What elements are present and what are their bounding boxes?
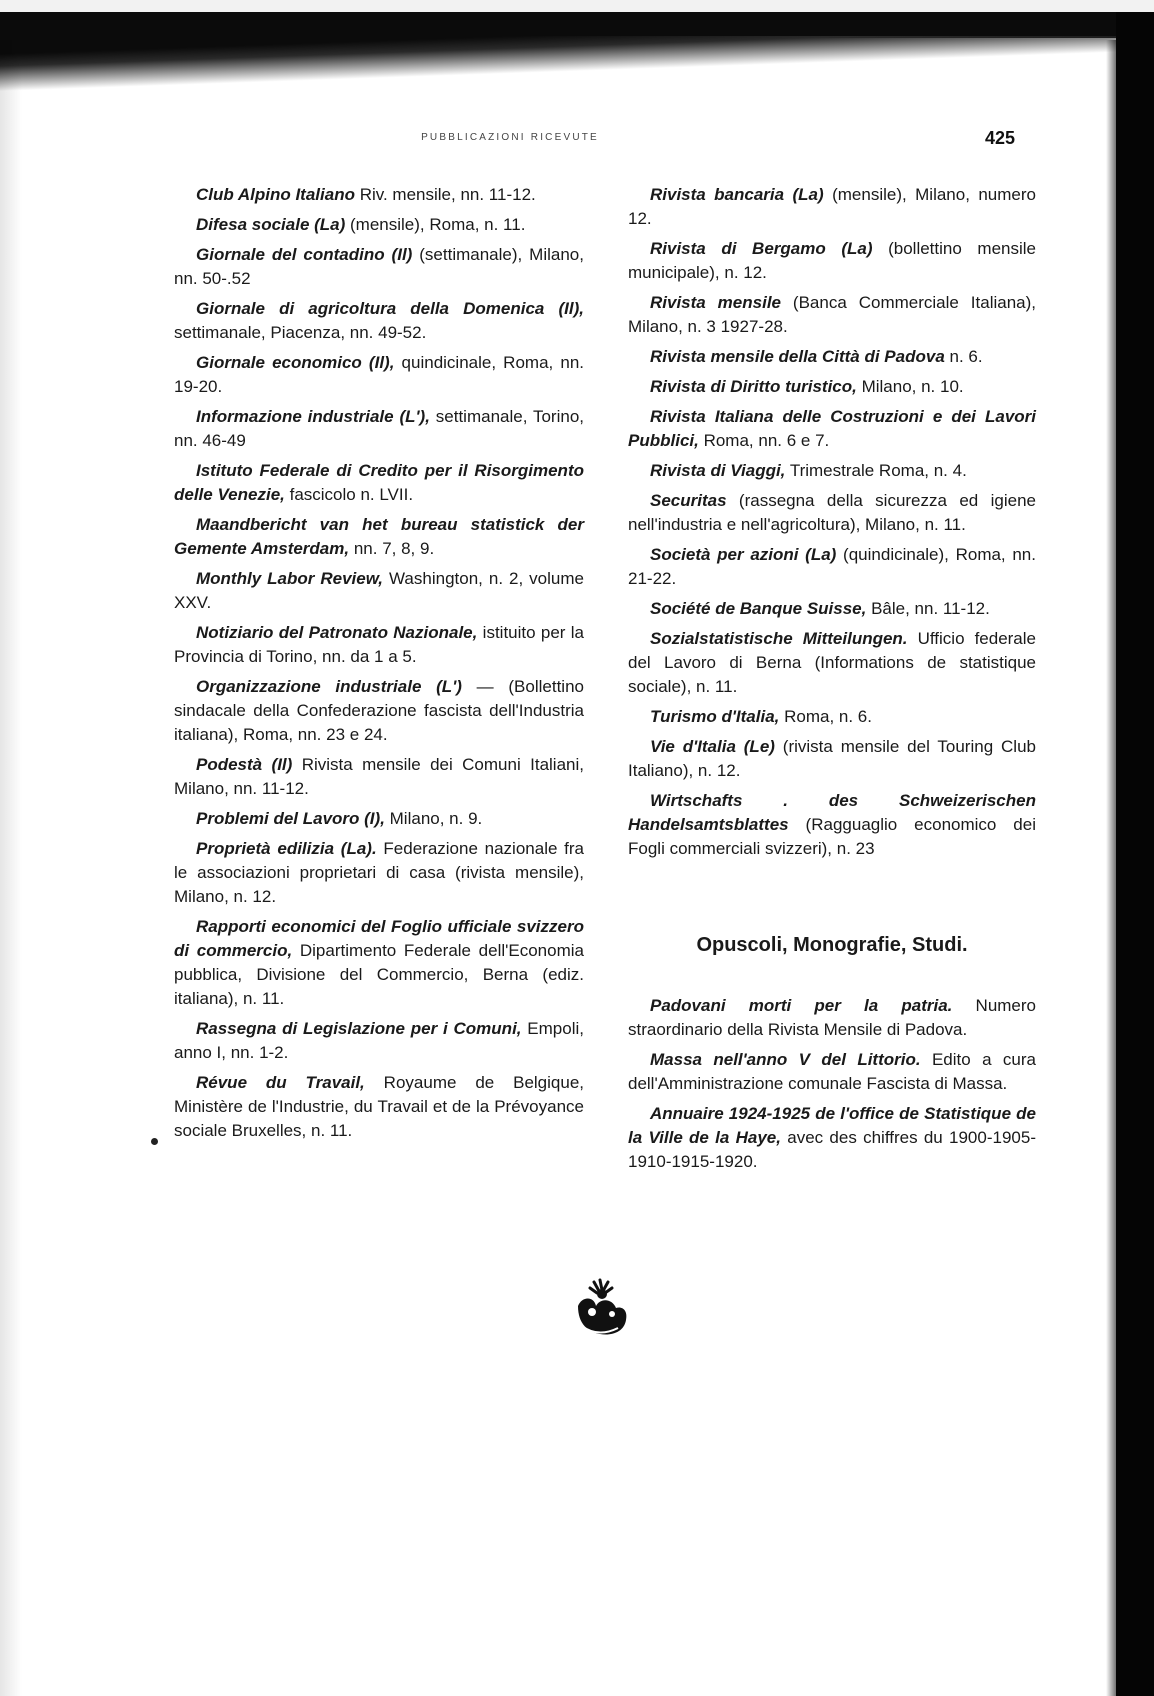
scan-right-shadow	[1106, 40, 1116, 1696]
entry-title: Turismo d'Italia,	[650, 707, 780, 726]
entry-details: Numero straordinario della Rivista Mensile di Padova.	[628, 996, 1036, 1039]
bibliography-entry	[174, 1071, 584, 1143]
bibliography-entry	[174, 459, 584, 507]
entry-title: Rapporti economici del Foglio ufficiale svizzero di commercio,	[174, 917, 584, 960]
entry-details: settimanale, Piacenza, nn. 49-52.	[174, 323, 427, 342]
entry-details: Ufficio federale del Lavoro di Berna (Informations de statistique sociale), n. 11.	[628, 629, 1036, 696]
entry-title: Problemi del Lavoro (I),	[196, 809, 385, 828]
entry-title: Rivista mensile della Città di Padova	[650, 347, 945, 366]
entry-title: Notiziario del Patronato Nazionale,	[196, 623, 478, 642]
entry-details: nn. 7, 8, 9.	[349, 539, 435, 558]
bibliography-entry	[628, 597, 1036, 621]
entry-details: Milano, n. 10.	[856, 377, 964, 396]
entry-details: Dipartimento Federale dell'Economia pubblica, Divisione del Commercio, Berna (ediz. italiana), n. 11.	[174, 941, 584, 1008]
bibliography-entry	[628, 543, 1036, 591]
entry-title: Wirtschafts . des Schweizerischen Handelsamtsblattes	[628, 791, 1036, 834]
bibliography-entry	[628, 375, 1036, 399]
entry-title: Giornale del contadino (Il)	[196, 245, 413, 264]
bibliography-entry	[174, 513, 584, 561]
bibliography-entry	[628, 291, 1036, 339]
entry-title: Rassegna di Legislazione per i Comuni,	[196, 1019, 522, 1038]
page-number: 425	[985, 128, 1016, 148]
entry-details: (bollettino mensile municipale), n. 12.	[628, 239, 1036, 282]
entry-details: settimanale, Torino, nn. 46-49	[174, 407, 584, 450]
entry-details: n. 6.	[944, 347, 983, 366]
entry-details: fascicolo n. LVII.	[284, 485, 414, 504]
scan-shadow	[0, 36, 1154, 96]
entry-title: Vie d'Italia (Le)	[650, 737, 775, 756]
entry-details: istituito per la Provincia di Torino, nn. da 1 a 5.	[174, 623, 584, 666]
bibliography-entry	[174, 213, 584, 237]
entry-title: Rivista bancaria (La)	[650, 185, 824, 204]
entry-title: Monthly Labor Review,	[196, 569, 384, 588]
entry-title: Sozialstatistische Mitteilungen.	[650, 629, 908, 648]
running-head: PUBBLICAZIONI RICEVUTE	[421, 132, 599, 143]
entry-title: Giornale economico (Il),	[196, 353, 395, 372]
bibliography-entry	[174, 297, 584, 345]
bibliography-entry	[628, 405, 1036, 453]
entry-details: Roma, nn. 6 e 7.	[698, 431, 830, 450]
bibliography-entry	[174, 807, 584, 831]
entry-details: Roma, n. 6.	[779, 707, 872, 726]
bibliography-entry	[174, 1017, 584, 1065]
bibliography-entry	[174, 621, 584, 669]
bibliography-entry	[174, 405, 584, 453]
bibliography-entry	[628, 1102, 1036, 1174]
scan-border-band	[0, 12, 1154, 38]
bibliography-entry	[174, 351, 584, 399]
bibliography-entry	[174, 753, 584, 801]
bibliography-entry	[174, 243, 584, 291]
entry-title: Padovani morti per la patria.	[650, 996, 953, 1015]
left-column	[174, 183, 584, 1149]
entry-title: Annuaire 1924-1925 de l'office de Statistique de la Ville de la Haye,	[628, 1104, 1036, 1147]
entry-details: Edito a cura dell'Amministrazione comunale Fascista di Massa.	[628, 1050, 1036, 1093]
bibliography-entry	[628, 183, 1036, 231]
section-entries	[628, 994, 1036, 1180]
entry-title: Istituto Federale di Credito per il Risorgimento delle Venezie,	[174, 461, 584, 504]
entry-details: Royaume de Belgique, Ministère de l'Industrie, du Travail et de la Prévoyance sociale Bruxelles, n. 11.	[174, 1073, 584, 1140]
scan-border-right	[1116, 12, 1154, 1696]
entry-title: Révue du Travail,	[196, 1073, 365, 1092]
bibliography-entry	[174, 675, 584, 747]
entry-details: (Ragguaglio economico dei Fogli commerciali svizzeri), n. 23	[628, 815, 1036, 858]
scan-border-top	[0, 0, 1154, 12]
bibliography-entry	[174, 837, 584, 909]
scan-left-shadow	[0, 40, 22, 1696]
entry-title: Organizzazione industriale (L')	[196, 677, 462, 696]
entry-title: Rivista di Diritto turistico,	[650, 377, 857, 396]
entry-title: Maandbericht van het bureau statistick der Gemente Amsterdam,	[174, 515, 584, 558]
bibliography-entry	[628, 705, 1036, 729]
entry-title: Club Alpino Italiano	[196, 185, 355, 204]
entry-details: (Banca Commerciale Italiana), Milano, n. 3 1927-28.	[628, 293, 1037, 336]
entry-details: (settimanale), Milano, nn. 50-.52	[174, 245, 584, 288]
printer-ornament-icon	[572, 1276, 634, 1340]
entry-details: Bâle, nn. 11-12.	[866, 599, 990, 618]
entry-details: (mensile), Roma, n. 11.	[345, 215, 526, 234]
entry-title: Rivista mensile	[650, 293, 781, 312]
entry-details: — (Bollettino sindacale della Confederazione fascista dell'Industria italiana), Roma, nn. 23 e 24.	[174, 677, 584, 744]
entry-title: Difesa sociale (La)	[196, 215, 346, 234]
bibliography-entry	[628, 994, 1036, 1042]
entry-details: (quindicinale), Roma, nn. 21-22.	[628, 545, 1036, 588]
right-column	[628, 183, 1036, 867]
section-heading: Opuscoli, Monografie, Studi.	[696, 934, 968, 956]
entry-title: Giornale di agricoltura della Domenica (Il),	[196, 299, 584, 318]
entry-details: Empoli, anno I, nn. 1-2.	[174, 1019, 584, 1062]
entry-title: Securitas	[650, 491, 727, 510]
entry-title: Informazione industriale (L'),	[196, 407, 430, 426]
bibliography-entry	[174, 567, 584, 615]
entry-title: Rivista di Viaggi,	[650, 461, 786, 480]
entry-details: Federazione nazionale fra le associazioni proprietari di casa (rivista mensile), Milano, n. 12.	[174, 839, 584, 906]
bibliography-entry	[628, 735, 1036, 783]
entry-details: Rivista mensile dei Comuni Italiani, Milano, nn. 11-12.	[174, 755, 584, 798]
entry-details: Milano, n. 9.	[384, 809, 483, 828]
entry-details: (rivista mensile del Touring Club Italiano), n. 12.	[628, 737, 1036, 780]
bibliography-entry	[174, 183, 584, 207]
entry-title: Société de Banque Suisse,	[650, 599, 867, 618]
entry-title: Proprietà edilizia (La).	[196, 839, 377, 858]
entry-title: Società per azioni (La)	[650, 545, 837, 564]
bibliography-entry	[628, 345, 1036, 369]
entry-details: (mensile), Milano, numero 12.	[628, 185, 1036, 228]
bibliography-entry	[628, 1048, 1036, 1096]
entry-details: quindicinale, Roma, nn. 19-20.	[174, 353, 585, 396]
entry-details: Washington, n. 2, volume XXV.	[174, 569, 584, 612]
entry-title: Podestà (Il)	[196, 755, 293, 774]
bibliography-entry	[628, 459, 1036, 483]
bibliography-entry	[628, 627, 1036, 699]
bibliography-entry	[628, 489, 1036, 537]
entry-title: Massa nell'anno V del Littorio.	[650, 1050, 921, 1069]
entry-title: Rivista di Bergamo (La)	[650, 239, 873, 258]
bibliography-entry	[628, 789, 1036, 861]
bibliography-entry	[628, 237, 1036, 285]
entry-details: Riv. mensile, nn. 11-12.	[354, 185, 536, 204]
entry-details: avec des chiffres du 1900-1905-1910-1915-1920.	[628, 1128, 1036, 1171]
entry-details: (rassegna della sicurezza ed igiene nell'industria e nell'agricoltura), Milano, n. 11.	[628, 491, 1036, 534]
bibliography-entry	[174, 915, 584, 1011]
margin-mark	[151, 1138, 158, 1145]
entry-details: Trimestrale Roma, n. 4.	[785, 461, 967, 480]
entry-title: Rivista Italiana delle Costruzioni e dei Lavori Pubblici,	[628, 407, 1036, 450]
